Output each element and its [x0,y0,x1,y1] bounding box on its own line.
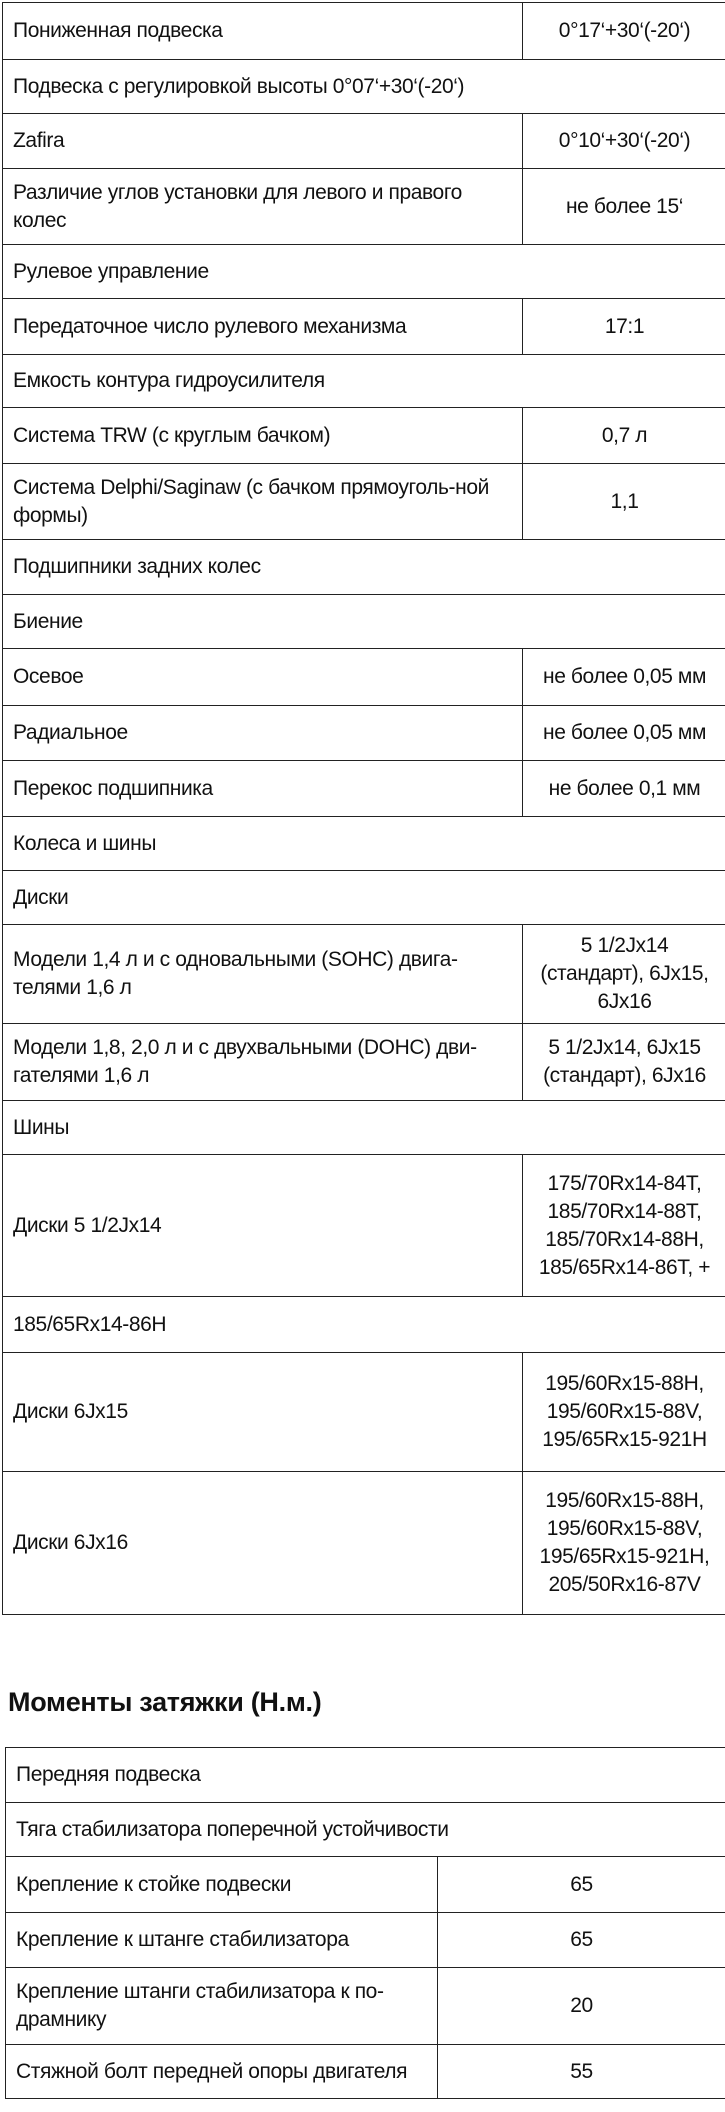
table-row [3,1472,725,1615]
table-row [3,1353,725,1472]
section-heading: Передняя подвеска [6,1748,725,1803]
row-label: Радиальное [3,706,523,761]
row-value: 20 [438,1968,725,2045]
row-value: 17:1 [523,299,725,355]
table-row [3,595,725,649]
row-label: Крепление к стойке подвески [6,1857,438,1913]
row-value: 0°10‘+30‘(-20‘) [523,114,725,169]
section-heading: Шины [3,1101,725,1155]
row-label: Передаточное число рулевого механизма [3,299,523,355]
specifications-table [2,2,725,1615]
row-value: 175/70Rx14-84T, 185/70Rx14-88T, 185/70Rx14-88H, 185/65Rx14-86T, + [523,1155,725,1297]
row-label: Пониженная подвеска [3,3,523,60]
row-label: Подвеска с регулировкой высоты 0°07‘+30‘(-20‘) [3,60,725,114]
row-value: не более 0,05 мм [523,706,725,761]
section-heading: Диски [3,871,725,925]
table-row [6,1857,725,1913]
row-label: Модели 1,8, 2,0 л и с двухвальными (DOHC) дви-гателями 1,6 л [3,1024,523,1101]
row-label: Диски 6Jx15 [3,1353,523,1472]
table-row [3,817,725,871]
row-label: Перекос подшипника [3,761,523,817]
section-heading: Биение [3,595,725,649]
row-label: 185/65Rx14-86H [3,1297,725,1353]
row-value: 65 [438,1857,725,1913]
table-row [3,245,725,299]
table-row [3,114,725,169]
table-row [3,464,725,540]
row-label: Система TRW (с круглым бачком) [3,408,523,464]
table-row [6,1748,725,1803]
torque-table [5,1747,725,2099]
table-row [3,649,725,706]
section-heading: Тяга стабилизатора поперечной устойчивости [6,1803,725,1857]
table-row [3,871,725,925]
row-value: не более 0,05 мм [523,649,725,706]
table-row [3,925,725,1024]
row-label: Стяжной болт передней опоры двигателя [6,2045,438,2099]
table-row [3,706,725,761]
table-row [3,1024,725,1101]
table-row [3,60,725,114]
section-heading: Емкость контура гидроусилителя [3,355,725,408]
table-row [6,2045,725,2099]
table-row [6,1803,725,1857]
section-heading: Подшипники задних колес [3,540,725,595]
row-value: 195/60Rx15-88H, 195/60Rx15-88V, 195/65Rx15-921H [523,1353,725,1472]
row-label: Крепление штанги стабилизатора к по-драмнику [6,1968,438,2045]
row-value: 0,7 л [523,408,725,464]
row-value: 195/60Rx15-88H, 195/60Rx15-88V, 195/65Rx15-921H, 205/50Rx16-87V [523,1472,725,1615]
table-row [3,408,725,464]
row-label: Диски 6Jx16 [3,1472,523,1615]
table-row [6,1913,725,1968]
row-label: Модели 1,4 л и с одновальными (SOHC) двига-телями 1,6 л [3,925,523,1024]
row-label: Осевое [3,649,523,706]
row-value: 5 1/2Jx14, 6Jx15 (стандарт), 6Jx16 [523,1024,725,1101]
table-row [6,1968,725,2045]
table-row [3,1297,725,1353]
row-value: 5 1/2Jx14 (стандарт), 6Jx15, 6Jx16 [523,925,725,1024]
row-value: 0°17‘+30‘(-20‘) [523,3,725,60]
table-row [3,540,725,595]
row-label: Система Delphi/Saginaw (с бачком прямоуголь-ной формы) [3,464,523,540]
row-value: 55 [438,2045,725,2099]
table-row [3,355,725,408]
row-label: Диски 5 1/2Jx14 [3,1155,523,1297]
table-row [3,761,725,817]
row-value: 65 [438,1913,725,1968]
table-row [3,299,725,355]
row-value: не более 0,1 мм [523,761,725,817]
torque-section-heading: Моменты затяжки (Н.м.) [8,1687,322,1717]
table-row [3,1155,725,1297]
section-heading: Колеса и шины [3,817,725,871]
row-label: Zafira [3,114,523,169]
table-row [3,1101,725,1155]
row-value: 1,1 [523,464,725,540]
row-label: Различие углов установки для левого и правого колес [3,169,523,245]
row-value: не более 15‘ [523,169,725,245]
section-heading: Рулевое управление [3,245,725,299]
row-label: Крепление к штанге стабилизатора [6,1913,438,1968]
table-row [3,3,725,60]
table-row [3,169,725,245]
